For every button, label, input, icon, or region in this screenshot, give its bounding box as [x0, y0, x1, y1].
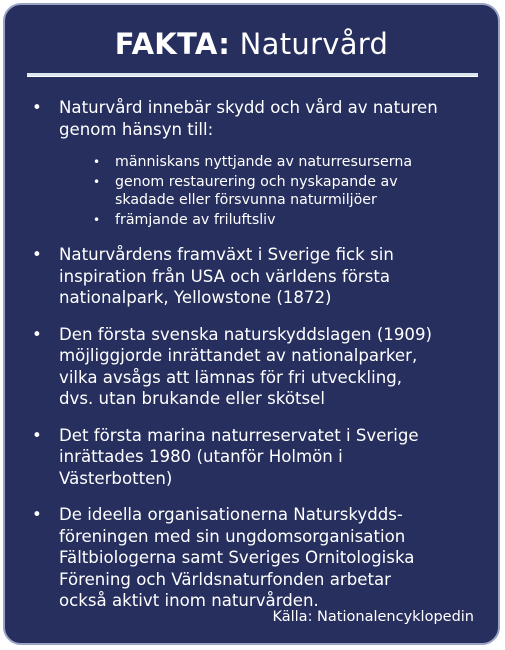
fact-item-3	[29, 324, 489, 410]
fact-item-5-line-1: De ideella organisationerna Naturskydds-	[59, 505, 403, 524]
fact-item-2-line-2: inspiration från USA och världens första	[59, 266, 391, 286]
sub-item-2-line-2: skadade eller försvunna naturmiljöer	[115, 192, 377, 208]
fact-item-1	[29, 97, 489, 229]
fact-item-3-line-2: möjliggjorde inrättandet av nationalparker,	[59, 346, 418, 365]
sub-bullet-icon: •	[93, 155, 101, 169]
fact-item-5-line-3: Fältbiologerna samt Sveriges Ornitologiska	[59, 548, 415, 567]
fact-item-3-line-3: vilka avsågs att lämnas för fri utveckling,	[59, 367, 403, 387]
bullet-icon: •	[32, 425, 42, 445]
sub-item-3	[93, 211, 489, 229]
bullet-icon: •	[32, 98, 42, 117]
fact-sublist	[59, 153, 489, 229]
sub-item-3-line-1: främjande av friluftsliv	[115, 212, 276, 228]
bullet-icon: •	[32, 505, 42, 524]
fact-item-1-line-1: Naturvård innebär skydd och vård av naturen	[59, 98, 438, 117]
fact-item-3-line-1: Den första svenska naturskyddslagen (1909)	[59, 324, 433, 344]
sub-item-1	[93, 153, 489, 171]
fact-item-2-line-3: nationalpark, Yellowstone (1872)	[59, 288, 332, 307]
bullet-icon: •	[32, 245, 42, 264]
fact-item-2	[29, 244, 489, 309]
fact-box-title	[5, 27, 498, 61]
sub-bullet-icon: •	[93, 175, 101, 189]
fact-item-5	[29, 504, 489, 612]
sub-item-2-line-1: genom restaurering och nyskapande av	[115, 174, 398, 190]
fact-box	[3, 3, 500, 645]
fact-item-2-line-1: Naturvårdens framväxt i Sverige fick sin	[59, 245, 394, 264]
sub-item-2	[93, 173, 489, 209]
sub-item-1-line-1: människans nyttjande av naturresurserna	[115, 154, 413, 170]
fact-item-4-line-1: Det första marina naturreservatet i Sverige	[59, 425, 419, 445]
fact-item-1-line-2: genom hänsyn till:	[59, 119, 214, 139]
fact-list	[29, 97, 489, 627]
fact-item-4	[29, 425, 489, 490]
fact-item-5-line-2: föreningen med sin ungdomsorganisation	[59, 526, 406, 546]
fact-item-5-line-5: också aktivt inom naturvården.	[59, 591, 319, 610]
fact-item-4-line-3: Västerbotten)	[59, 468, 173, 488]
fact-item-5-line-4: Förening och Världsnaturfonden arbetar	[59, 569, 391, 589]
bullet-icon: •	[32, 324, 42, 344]
title-prefix: FAKTA:	[114, 27, 231, 61]
title-topic: Naturvård	[239, 27, 389, 61]
fact-item-3-line-4: dvs. utan brukande eller skötsel	[59, 389, 325, 408]
sub-bullet-icon: •	[93, 213, 101, 227]
fact-item-4-line-2: inrättades 1980 (utanför Holmön i	[59, 447, 343, 466]
title-divider	[27, 73, 478, 77]
source-credit: Källa: Nationalencyklopedin	[272, 609, 474, 625]
